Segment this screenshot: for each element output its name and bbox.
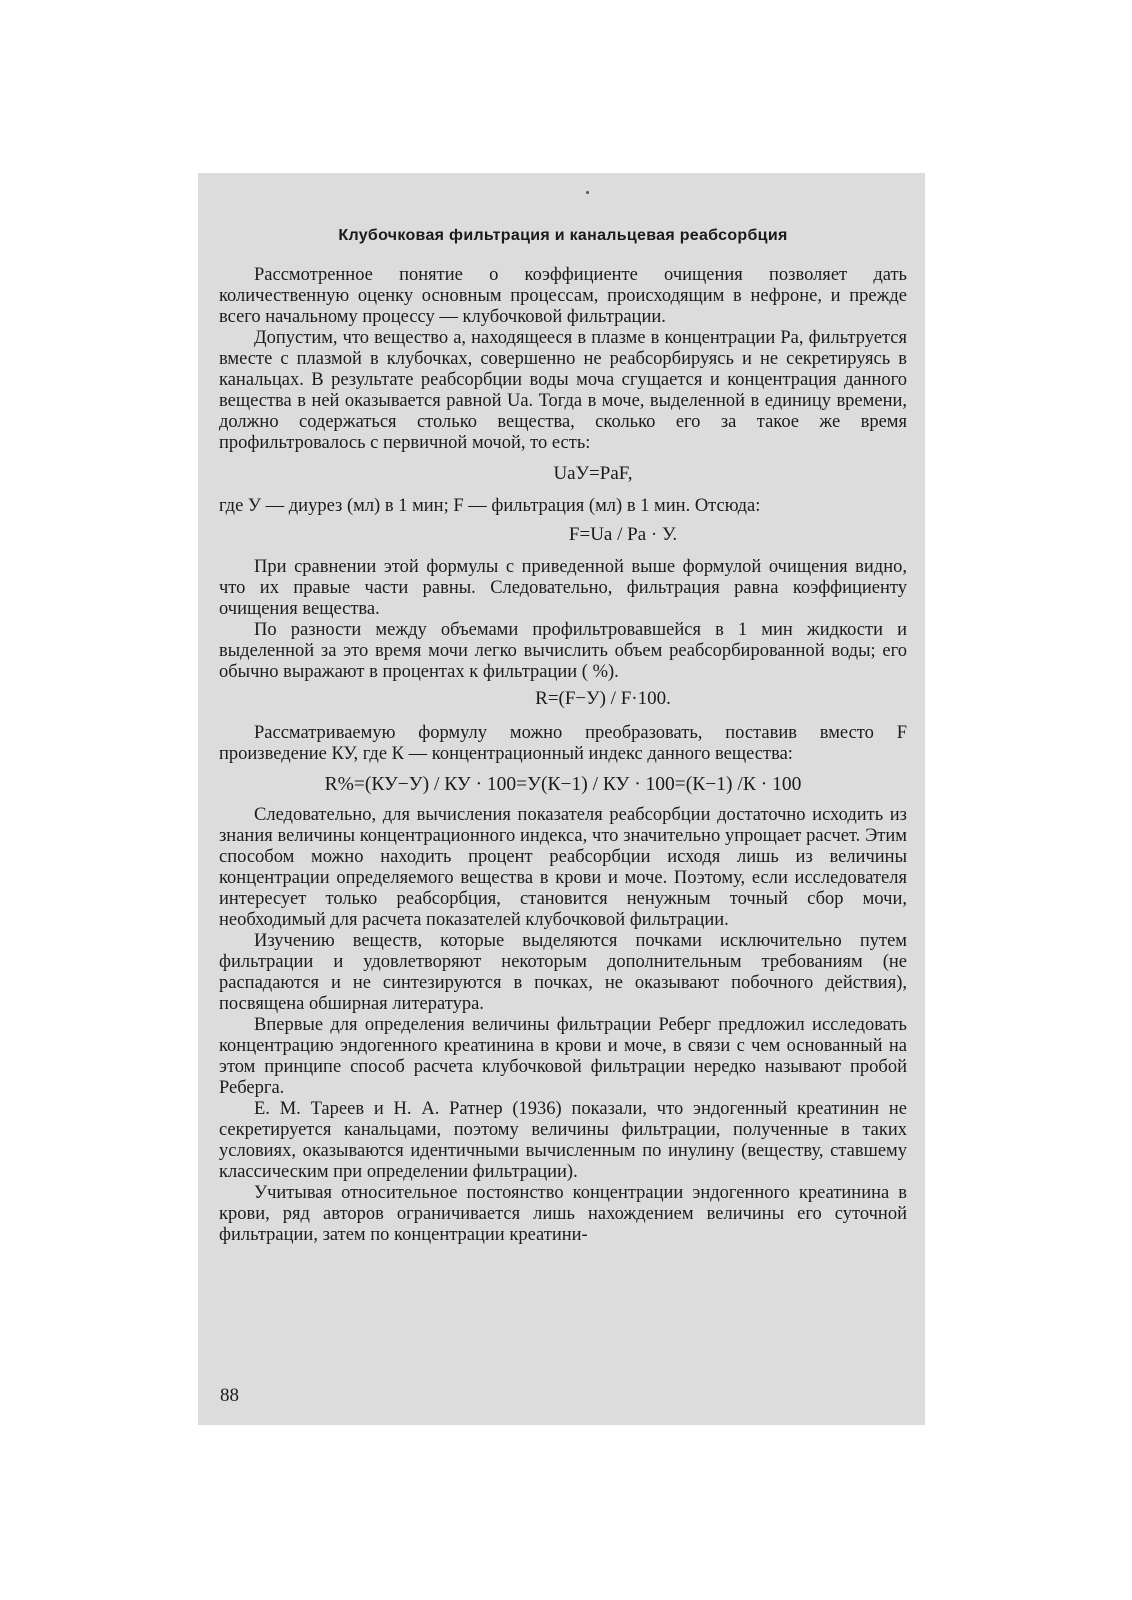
print-speck (586, 191, 589, 194)
paragraph-7: Следовательно, для вычисления показателя реабсорбции достаточно исходить из знания величины концентрационного индекса, что значительно упрощает расчет. Этим способом можно находить процент реабсорбции исходя лишь из величины концентрации определяемого вещества в крови и моче. Поэтому, если исследователя интересует только реабсорбция, становится ненужным точный сбор мочи, необходимый для расчета показателей клубочковой фильтрации. (219, 805, 907, 930)
page-number: 88 (220, 1385, 239, 1406)
paragraph-1: Рассмотренное понятие о коэффициенте очищения позволяет дать количественную оценку основным процессам, происходящим в нефроне, и прежде всего начальному процессу — клубочковой фильтрации. (219, 265, 907, 327)
paragraph-11: Учитывая относительное постоянство концентрации эндогенного креатинина в крови, ряд авторов ограничивается лишь нахождением величины его суточной фильтрации, затем по концентрации креатини- (219, 1183, 907, 1245)
paragraph-6: Рассматриваемую формулу можно преобразовать, поставив вместо F произведение КУ, где К — концентрационный индекс данного вещества: (219, 723, 907, 764)
paragraph-8: Изучению веществ, которые выделяются почками исключительно путем фильтрации и удовлетворяют некоторым дополнительным требованиям (не распадаются и не синтезируются в почках, не оказывают побочного действия), посвящена обширная литература. (219, 931, 907, 1014)
paragraph-9: Впервые для определения величины фильтрации Реберг предложил исследовать концентрацию эндогенного креатинина в крови и моче, в связи с чем основанный на этом принципе способ расчета клубочковой фильтрации нередко называют пробой Реберга. (219, 1015, 907, 1098)
page-content (219, 227, 907, 1246)
paragraph-2: Допустим, что вещество а, находящееся в плазме в концентрации Pa, фильтруется вместе с плазмой в клубочках, совершенно не реабсорбируясь и не секретируясь в канальцах. В результате реабсорбции воды моча сгущается и концентрация данного вещества в ней оказывается равной Ua. Тогда в моче, выделенной в единицу времени, должно содержаться столько вещества, сколько его за такое же время профильтровалось с первичной мочой, то есть: (219, 328, 907, 453)
section-heading: Клубочковая фильтрация и канальцевая реабсорбция (338, 227, 788, 244)
paragraph-5: По разности между объемами профильтровавшейся в 1 мин жидкости и выделенной за это время мочи легко вычислить объем реабсорбированной воды; его обычно выражают в процентах к фильтрации ( %). (219, 620, 907, 682)
formula-3: R=(F−У) / F·100. (535, 688, 671, 709)
paragraph-4: При сравнении этой формулы с приведенной выше формулой очищения видно, что их правые части равны. Следовательно, фильтрация равна коэффициенту очищения вещества. (219, 557, 907, 619)
paragraph-10: Е. М. Тареев и Н. А. Ратнер (1936) показали, что эндогенный креатинин не секретируется канальцами, поэтому величины фильтрации, полученные в таких условиях, оказываются идентичными вычисленным по инулину (веществу, ставшему классическим при определении фильтрации). (219, 1099, 907, 1182)
paragraph-3: где У — диурез (мл) в 1 мин; F — фильтрация (мл) в 1 мин. Отсюда: (219, 496, 761, 516)
formula-4: R%=(КУ−У) / КУ · 100=У(К−1) / КУ · 100=(К−1) /К · 100 (324, 774, 802, 795)
formula-2: F=Ua / Pa · У. (568, 524, 678, 545)
formula-1: UaУ=PaF, (553, 463, 633, 484)
book-page (198, 173, 925, 1425)
